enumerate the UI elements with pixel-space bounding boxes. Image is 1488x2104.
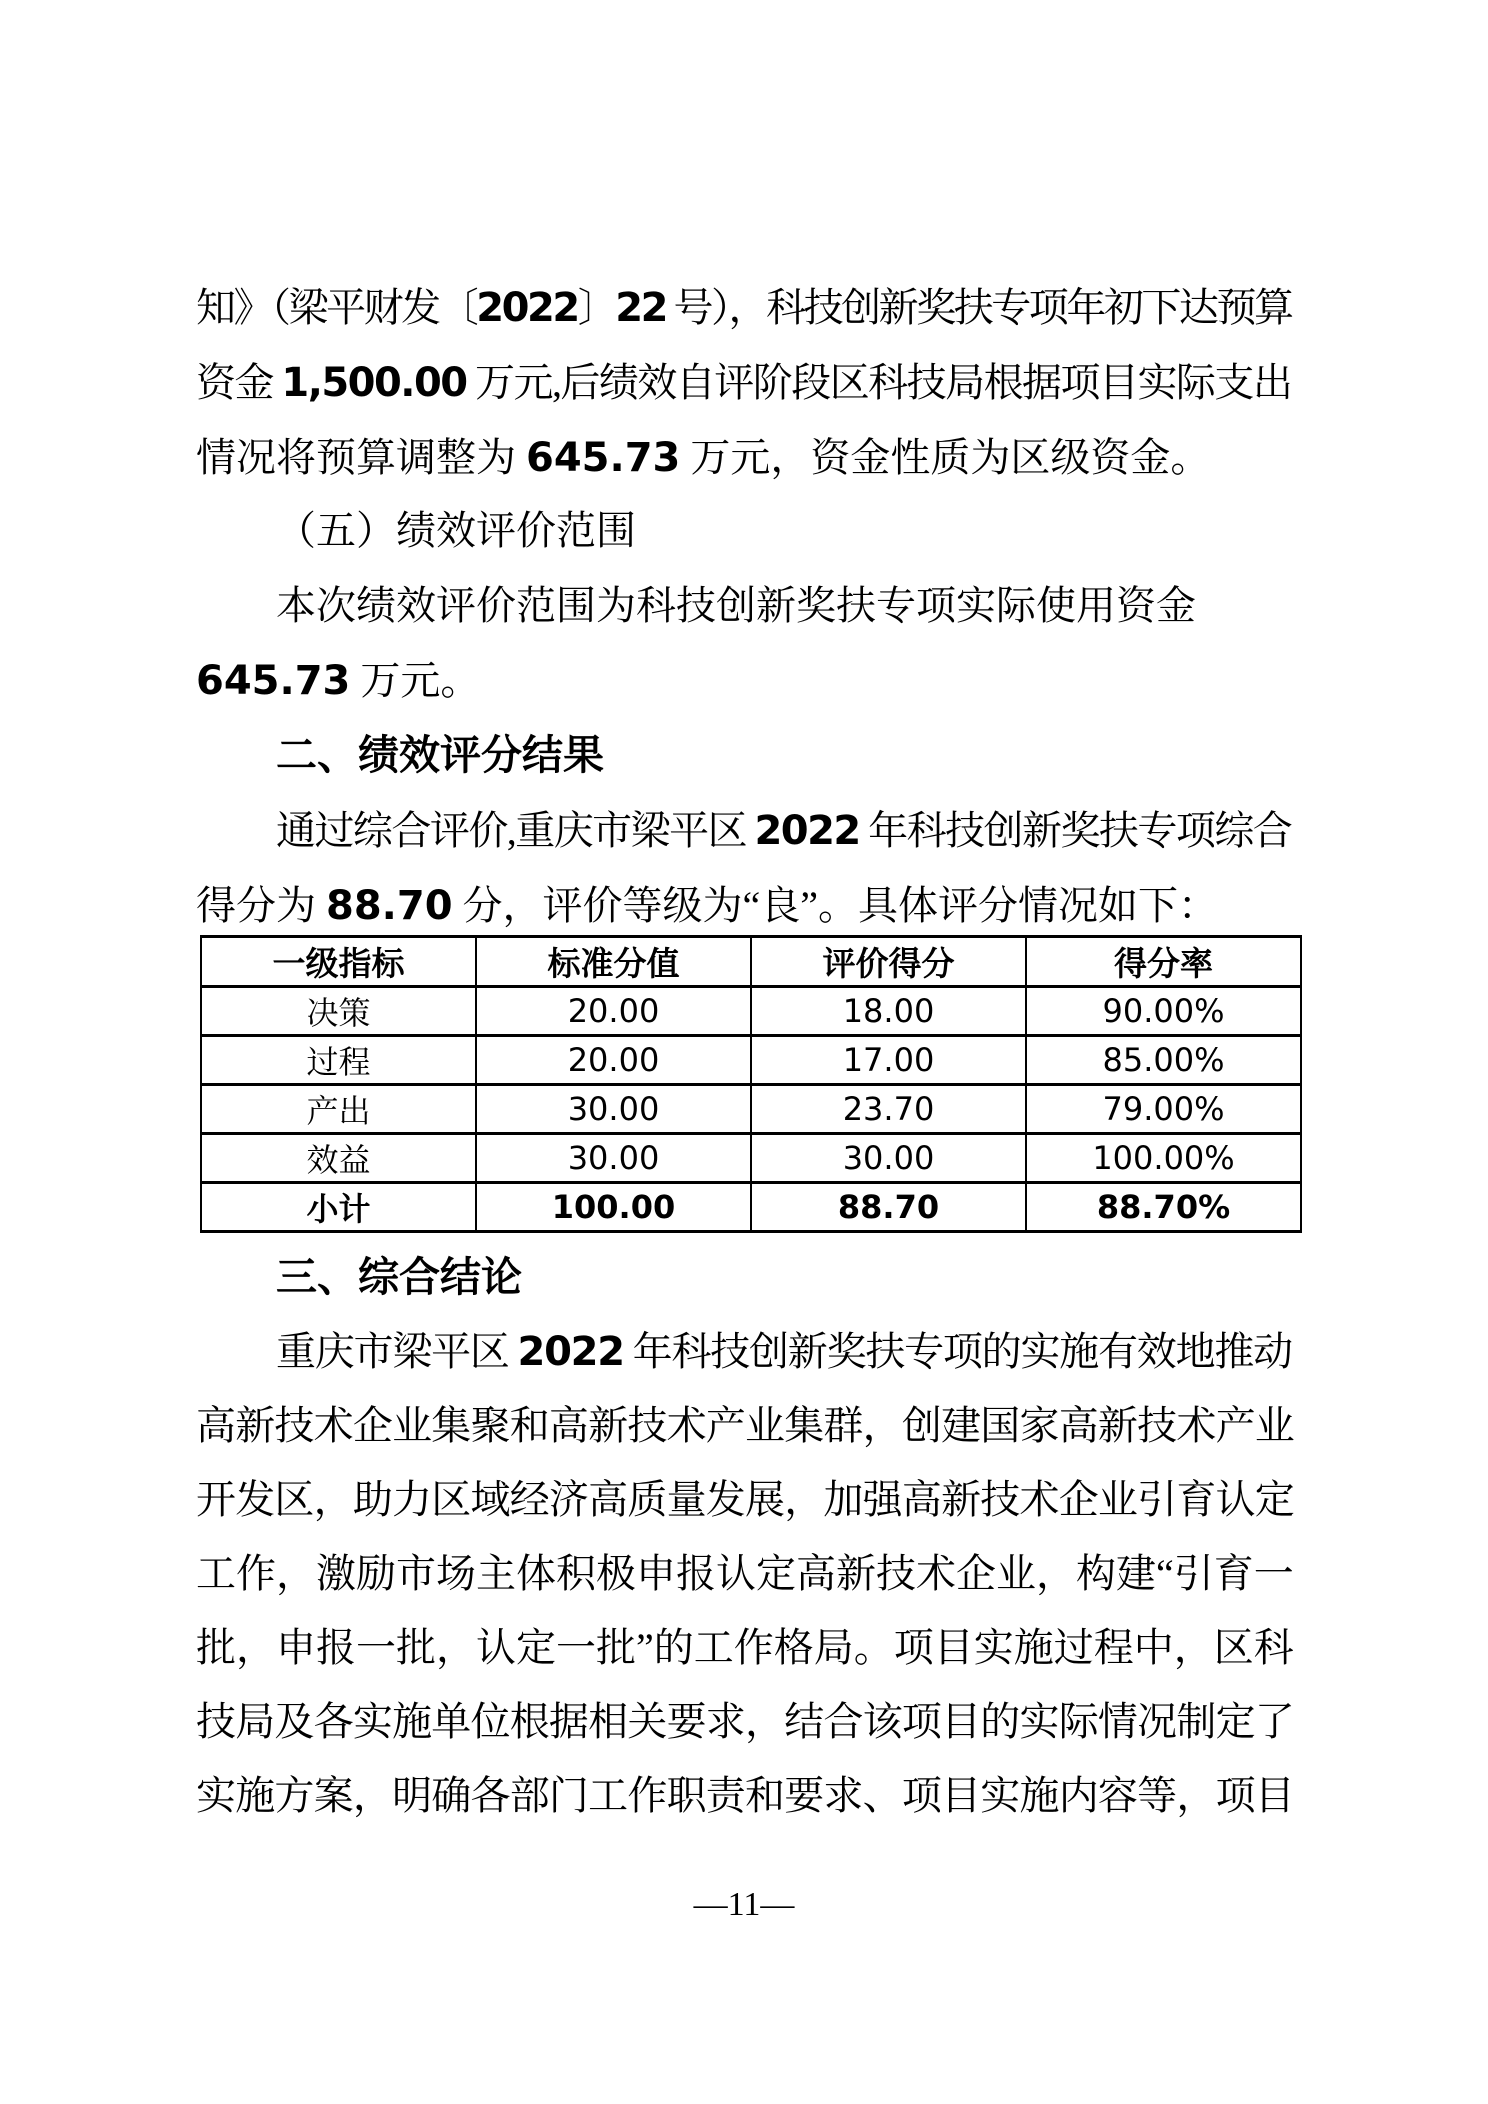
page-number: —11— [693,1886,795,1923]
table-cell: 85.00% [1026,1036,1301,1085]
text-line: 高新技术企业集聚和高新技术产业集群，创建国家高新技术产业 [196,1403,1294,1448]
table-header-cell: 一级指标 [201,937,476,987]
paragraph-conclusion [196,1315,1294,1833]
table-row [201,1036,1301,1085]
paragraph-budget [196,270,1294,495]
table-cell: 18.00 [751,987,1026,1036]
text-line: 645.73 万元。 [196,658,481,704]
table-row [201,1134,1301,1183]
section2-heading: 二、绩效评分结果 [276,732,604,778]
section2-heading-block [196,718,1294,793]
table-header-cell: 得分率 [1026,937,1301,987]
table-cell: 100.00% [1026,1134,1301,1183]
table-header-row [201,937,1301,987]
text-line: 工作，激励市场主体积极申报认定高新技术企业，构建“引育一 [196,1551,1294,1596]
section5-heading: （五）绩效评价范围 [276,508,636,553]
table-cell: 效益 [201,1134,476,1183]
section3-heading-block [196,1240,1294,1315]
table-cell: 23.70 [751,1085,1026,1134]
table-cell: 79.00% [1026,1085,1301,1134]
score-table [200,935,1302,1233]
table-subtotal-row [201,1183,1301,1232]
text-line: 批，申报一批，认定一批”的工作格局。项目实施过程中，区科 [196,1625,1294,1670]
table-cell: 30.00 [476,1134,751,1183]
table-cell: 小计 [201,1183,476,1232]
text-line: 开发区，助力区域经济高质量发展，加强高新技术企业引育认定 [196,1477,1294,1522]
table-row [201,1085,1301,1134]
table-cell: 90.00% [1026,987,1301,1036]
section3-heading: 三、综合结论 [276,1254,522,1300]
text-line: 重庆市梁平区 2022 年科技创新奖扶专项的实施有效地推动 [276,1329,1292,1375]
section5-heading-block [196,493,1294,568]
table-cell: 决策 [201,987,476,1036]
table-cell: 30.00 [476,1085,751,1134]
text-line: 通过综合评价,重庆市梁平区 2022 年科技创新奖扶专项综合 [276,808,1292,854]
paragraph-scope [196,568,1294,718]
table-cell: 30.00 [751,1134,1026,1183]
table-cell: 过程 [201,1036,476,1085]
text-line: 实施方案，明确各部门工作职责和要求、项目实施内容等，项目 [196,1773,1294,1818]
paragraph-score [196,793,1294,943]
table-header-cell: 标准分值 [476,937,751,987]
table-cell: 20.00 [476,1036,751,1085]
table-cell: 产出 [201,1085,476,1134]
text-line: 资金 1,500.00 万元,后绩效自评阶段区科技局根据项目实际支出 [196,360,1292,406]
text-line: 本次绩效评价范围为科技创新奖扶专项实际使用资金 [276,583,1196,628]
text-line: 情况将预算调整为 645.73 万元，资金性质为区级资金。 [196,435,1211,481]
table-row [201,987,1301,1036]
table-cell: 17.00 [751,1036,1026,1085]
text-line: 技局及各实施单位根据相关要求，结合该项目的实际情况制定了 [196,1699,1294,1744]
table-cell: 88.70 [751,1183,1026,1232]
table-header-cell: 评价得分 [751,937,1026,987]
text-line: 得分为 88.70 分，评价等级为“良”。具体评分情况如下： [196,883,1219,929]
table-cell: 100.00 [476,1183,751,1232]
table-cell: 20.00 [476,987,751,1036]
text-line: 知》（梁平财发〔2022〕22 号），科技创新奖扶专项年初下达预算 [196,285,1292,331]
table-cell: 88.70% [1026,1183,1301,1232]
